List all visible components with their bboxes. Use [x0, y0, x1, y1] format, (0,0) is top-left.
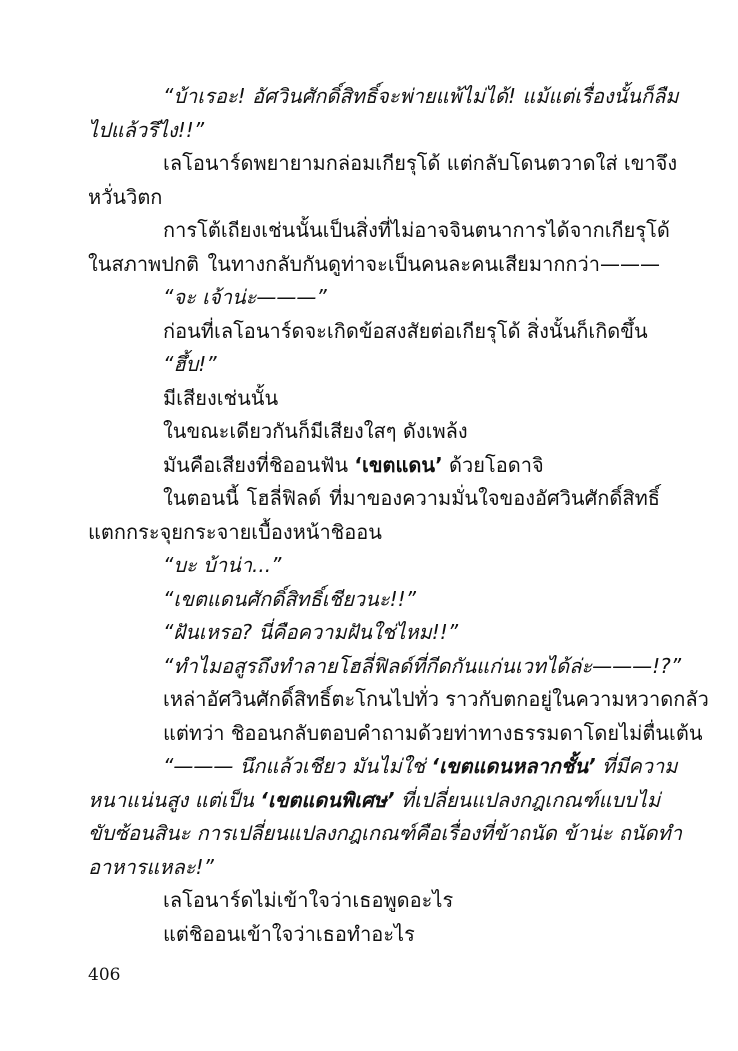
- text-line: [88, 650, 682, 684]
- body-text: [88, 80, 709, 951]
- text-line: [88, 382, 660, 416]
- text-span: หนาแน่นสูง แต่เป็น: [88, 787, 261, 812]
- text-span: อาหารแหละ!”: [88, 854, 214, 879]
- text-span: ที่มีความ: [595, 754, 678, 779]
- page-number: 406: [88, 965, 121, 985]
- text-line: [88, 348, 660, 382]
- text-line: [88, 918, 660, 952]
- text-span: ที่เปลี่ยนแปลงกฎเกณฑ์แบบไม่: [394, 787, 660, 812]
- text-line: [88, 315, 660, 349]
- text-line: [88, 114, 660, 148]
- text-line: [88, 884, 660, 918]
- text-line: [88, 549, 660, 583]
- text-span: แต่ชิออนเข้าใจว่าเธอทำอะไร: [163, 921, 415, 946]
- text-span: “บ้าเรอะ! อัศวินศักดิ์สิทธิ์จะพ่ายแพ้ไม่ได้! แม้แต่เรื่องนั้นก็ลืม: [163, 84, 679, 108]
- text-line: [88, 415, 660, 449]
- emphasis-term: ‘เขตแดน’: [354, 452, 443, 477]
- text-line: [88, 181, 660, 215]
- text-line: [88, 516, 660, 550]
- text-line: [88, 817, 682, 851]
- text-span: ในสภาพปกติ ในทางกลับกันดูท่าจะเป็นคนละคนเสียมากกว่า———: [88, 251, 660, 276]
- emphasis-term: ‘เขตแดนพิเศษ’: [260, 787, 395, 812]
- text-span: เหล่าอัศวินศักดิ์สิทธิ์ตะโกนไปทั่ว ราวกับตกอยู่ในความหวาดกลัว: [163, 687, 709, 712]
- text-span: “บะ บ้าน่า...”: [163, 553, 282, 578]
- text-span: มีเสียงเช่นนั้น: [163, 385, 279, 410]
- text-span: “ทำไมอสูรถึงทำลายโฮลี่ฟิลด์ที่กีดกันแก่นเวทได้ล่ะ———!?”: [163, 653, 682, 678]
- text-span: แต่ทว่า ชิออนกลับตอบคำถามด้วยท่าทางธรรมดาโดยไม่ตื่นเต้น: [163, 720, 703, 745]
- text-line: [88, 449, 660, 483]
- text-line: [88, 683, 709, 717]
- text-span: ไปแล้วรึไง!!”: [88, 117, 205, 142]
- text-line: [88, 482, 660, 516]
- text-line: [88, 248, 660, 282]
- text-span: เลโอนาร์ดพยายามกล่อมเกียรุโด้ แต่กลับโดนตวาดใส่ เขาจึง: [163, 151, 678, 176]
- text-line: [88, 583, 660, 617]
- text-line: [88, 616, 660, 650]
- text-line: [88, 147, 678, 181]
- text-span: เลโอนาร์ดไม่เข้าใจว่าเธอพูดอะไร: [163, 888, 454, 913]
- text-line: [88, 784, 660, 818]
- text-line: [88, 214, 670, 248]
- text-span: ในตอนนี้ โฮลี่ฟิลด์ ที่มาของความมั่นใจของอัศวินศักดิ์สิทธิ์: [163, 486, 660, 511]
- text-span: ก่อนที่เลโอนาร์ดจะเกิดข้อสงสัยต่อเกียรุโด้ สิ่งนั้นก็เกิดขึ้น: [163, 318, 648, 343]
- text-line: [88, 750, 678, 784]
- text-span: “ฝันเหรอ? นี่คือความฝันใช่ไหม!!”: [163, 620, 459, 645]
- text-span: “จะ เจ้าน่ะ———”: [163, 285, 327, 310]
- text-span: ขับซ้อนสินะ การเปลี่ยนแปลงกฎเกณฑ์คือเรื่องที่ข้าถนัด ข้าน่ะ ถนัดทำ: [88, 821, 682, 846]
- text-line: [88, 281, 660, 315]
- text-line: [88, 851, 660, 885]
- emphasis-term: ‘เขตแดนหลากชั้น’: [431, 754, 596, 779]
- text-span: แตกกระจุยกระจายเบื้องหน้าชิออน: [88, 519, 382, 544]
- text-span: หวั่นวิตก: [88, 184, 163, 209]
- text-span: “เขตแดนศักดิ์สิทธิ์เชียวนะ!!”: [163, 586, 416, 611]
- text-span: “ฮึ้บ!”: [163, 352, 217, 377]
- text-span: ด้วยโอดาจิ: [442, 452, 544, 477]
- text-line: [88, 717, 703, 751]
- text-span: ในขณะเดียวกันก็มีเสียงใสๆ ดังเพล้ง: [163, 419, 468, 444]
- text-span: “——— นึกแล้วเชียว มันไม่ใช่: [163, 754, 432, 779]
- text-line: [88, 80, 679, 114]
- text-span: การโต้เถียงเช่นนั้นเป็นสิ่งที่ไม่อาจจินตนาการได้จากเกียรุโด้: [163, 218, 670, 243]
- text-span: มันคือเสียงที่ชิออนฟัน: [163, 452, 355, 477]
